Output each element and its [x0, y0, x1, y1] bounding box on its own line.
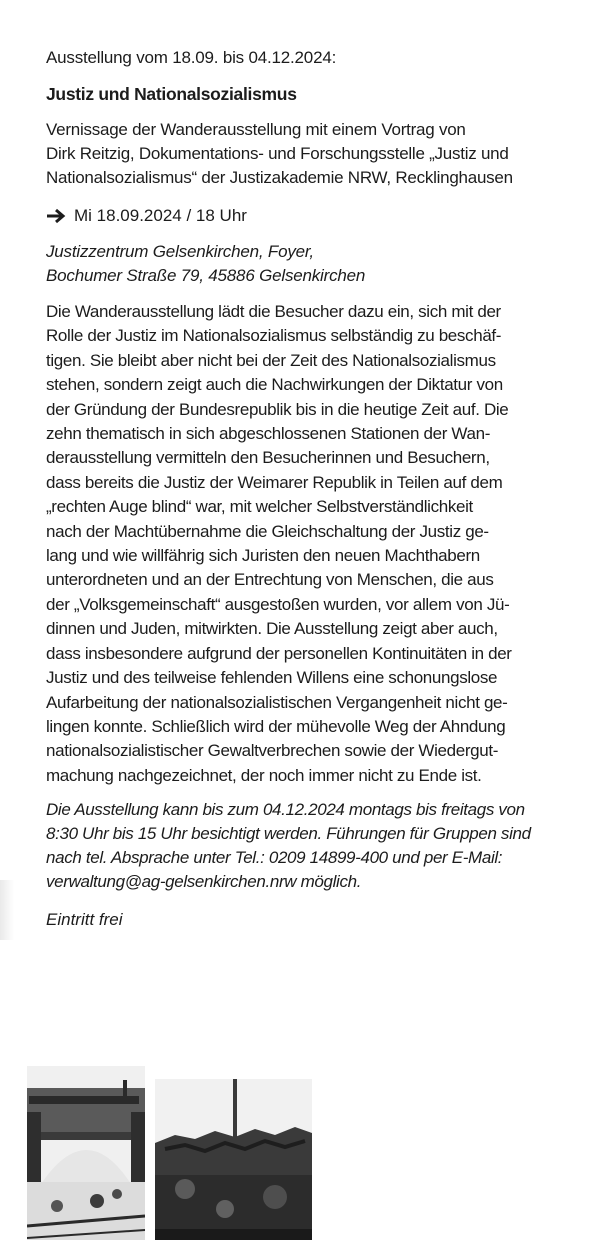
event-datetime-row — [46, 204, 576, 228]
admission-note: Eintritt frei — [46, 910, 123, 930]
body-line: „rechten Auge blind“ war, mit welcher Selbstverständlichkeit — [46, 497, 473, 517]
event-announcement — [46, 46, 576, 932]
body-line: dass insbesondere aufgrund der personellen Kontinuitäten in der — [46, 643, 512, 663]
body-line: lingen konnte. Schließlich wird der mühevolle Weg der Ahndung — [46, 716, 506, 736]
venue-line: Bochumer Straße 79, 45886 Gelsenkirchen — [46, 266, 366, 285]
body-line: stehen, sondern zeigt auch die Nachwirkungen der Diktatur von — [46, 375, 503, 395]
visiting-line: verwaltung@ag-gelsenkirchen.nrw möglich. — [46, 872, 362, 892]
body-line: machung nachgezeichnet, der noch immer nicht zu Ende ist. — [46, 765, 482, 785]
historic-photo-street — [155, 1079, 312, 1240]
page-edge-shadow — [0, 880, 14, 940]
event-datetime: Mi 18.09.2024 / 18 Uhr — [74, 206, 247, 225]
body-line: Rolle der Justiz im Nationalsozialismus selbständig zu beschäf- — [46, 326, 502, 346]
intro-line: Nationalsozialismus“ der Justizakademie NRW, Recklinghausen — [46, 168, 513, 187]
body-line: zehn thematisch in sich abgeschlossenen Stationen der Wan- — [46, 424, 491, 444]
exhibition-title: Justiz und Nationalsozialismus — [46, 84, 297, 104]
body-line: derausstellung vermitteln den Besucherinnen und Besuchern, — [46, 448, 490, 468]
body-line: der „Volksgemeinschaft“ ausgestoßen wurden, vor allem von Jü- — [46, 594, 510, 614]
exhibition-date-range: Ausstellung vom 18.09. bis 04.12.2024: — [46, 48, 337, 67]
body-line: dass bereits die Justiz der Weimarer Republik in Teilen auf dem — [46, 472, 503, 492]
intro-line: Vernissage der Wanderausstellung mit einem Vortrag von — [46, 120, 466, 139]
visiting-line: nach tel. Absprache unter Tel.: 0209 14899-400 und per E-Mail: — [46, 848, 503, 868]
visiting-hours-info — [46, 798, 576, 894]
intro-line: Dirk Reitzig, Dokumentations- und Forschungsstelle „Justiz und — [46, 144, 509, 163]
body-line: unterordneten und an der Entrechtung von Menschen, die aus — [46, 570, 494, 590]
exhibition-description — [46, 300, 576, 788]
body-line: der Gründung der Bundesrepublik bis in die heutige Zeit auf. Die — [46, 399, 509, 419]
body-line: tigen. Sie bleibt aber nicht bei der Zeit des Nationalsozialismus — [46, 350, 496, 370]
body-line: dinnen und Juden, mitwirkten. Die Ausstellung zeigt aber auch, — [46, 619, 498, 639]
visiting-line: Die Ausstellung kann bis zum 04.12.2024 montags bis freitags von — [46, 800, 525, 820]
historic-photo-bridge — [27, 1066, 145, 1240]
body-line: Die Wanderausstellung lädt die Besucher dazu ein, sich mit der — [46, 302, 501, 321]
body-line: Aufarbeitung der nationalsozialistischen Vergangenheit nicht ge- — [46, 692, 508, 712]
body-line: nach der Machtübernahme die Gleichschaltung der Justiz ge- — [46, 521, 489, 541]
vernissage-intro — [46, 118, 576, 190]
body-line: nationalsozialistischer Gewaltverbrechen sowie der Wiedergut- — [46, 741, 499, 761]
venue-address — [46, 240, 576, 288]
arrow-right-icon — [46, 207, 66, 223]
body-line: lang und wie willfährig sich Juristen den neuen Machthabern — [46, 546, 480, 566]
body-line: Justiz und des teilweise fehlenden Willens eine schonungslose — [46, 668, 498, 688]
venue-line: Justizzentrum Gelsenkirchen, Foyer, — [46, 242, 314, 261]
visiting-line: 8:30 Uhr bis 15 Uhr besichtigt werden. Führungen für Gruppen sind — [46, 824, 531, 844]
